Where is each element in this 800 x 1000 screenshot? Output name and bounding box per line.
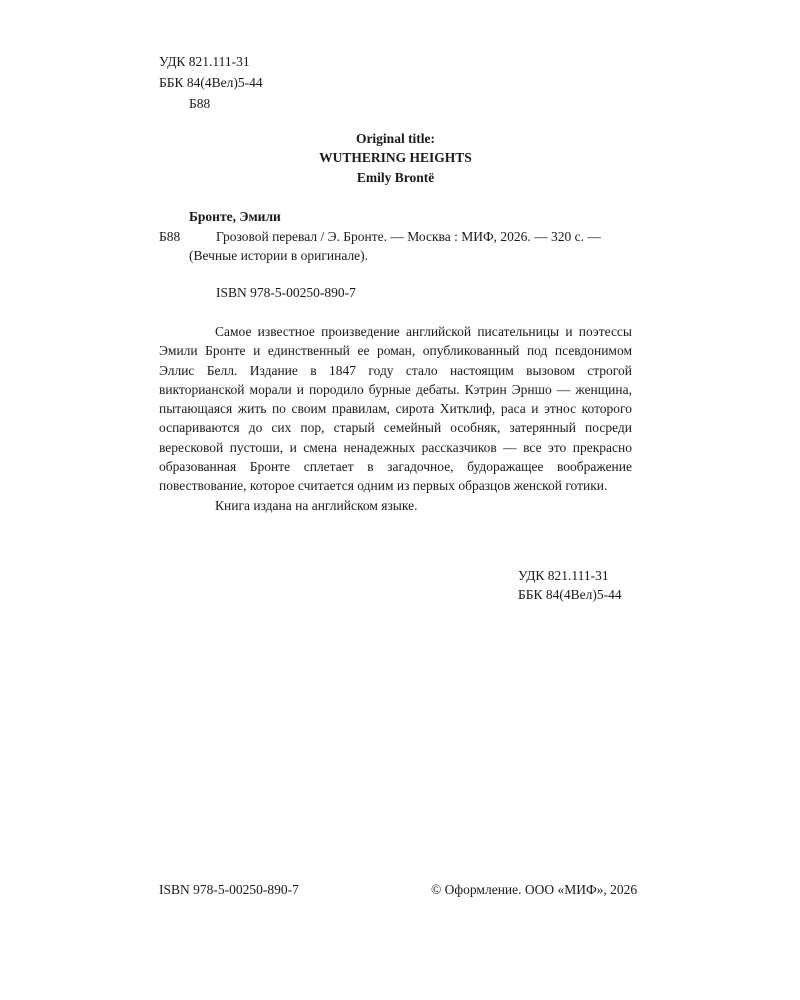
annotation-language-note: Книга издана на английском языке.	[215, 497, 418, 513]
original-author: Emily Brontë	[356, 170, 435, 185]
catalog-isbn: ISBN 978-5-00250-890-7	[216, 285, 356, 300]
annotation	[159, 322, 632, 515]
catalog-code: Б88	[159, 229, 181, 244]
udk-classification: УДК 821.111-31	[518, 568, 609, 583]
footer-copyright: © Оформление. ООО «МИФ», 2026	[431, 882, 638, 897]
bbk-header: ББК 84(4Вел)5-44	[159, 75, 263, 90]
catalog-entry-line2: (Вечные истории в оригинале).	[189, 248, 369, 263]
catalog-author: Бронте, Эмили	[189, 209, 281, 224]
original-title: WUTHERING HEIGHTS	[319, 150, 472, 165]
catalog-entry-line1: Грозовой перевал / Э. Бронте. — Москва : МИФ, 2026. — 320 с. —	[216, 229, 601, 244]
bbk-classification: ББК 84(4Вел)5-44	[518, 587, 622, 602]
original-title-label: Original title:	[355, 131, 436, 146]
footer-isbn: ISBN 978-5-00250-890-7	[159, 882, 299, 897]
author-code-header: Б88	[189, 96, 211, 111]
annotation-paragraph: Самое известное произведение английской писательницы и поэтессы Эмили Бронте и единственный ее роман, опубликованный под псевдонимом Эллис Белл. Издание в 1847 году стало настоящим вызовом строгой викторианской морали и породило бурные дебаты. Кэтрин Эрншо — женщина, пытающаяся жить по своим правилам, сирота Хитклиф, раса и этнос которого оспариваются до сих пор, старый семейный особняк, затерянный посреди вересковой пустоши, и смена ненадежных рассказчиков — все это прекрасно образованная Бронте сплетает в загадочное, будоражащее воображение повествование, которое считается одним из первых образцов женской готики.	[159, 324, 632, 494]
udk-header: УДК 821.111-31	[159, 54, 250, 69]
